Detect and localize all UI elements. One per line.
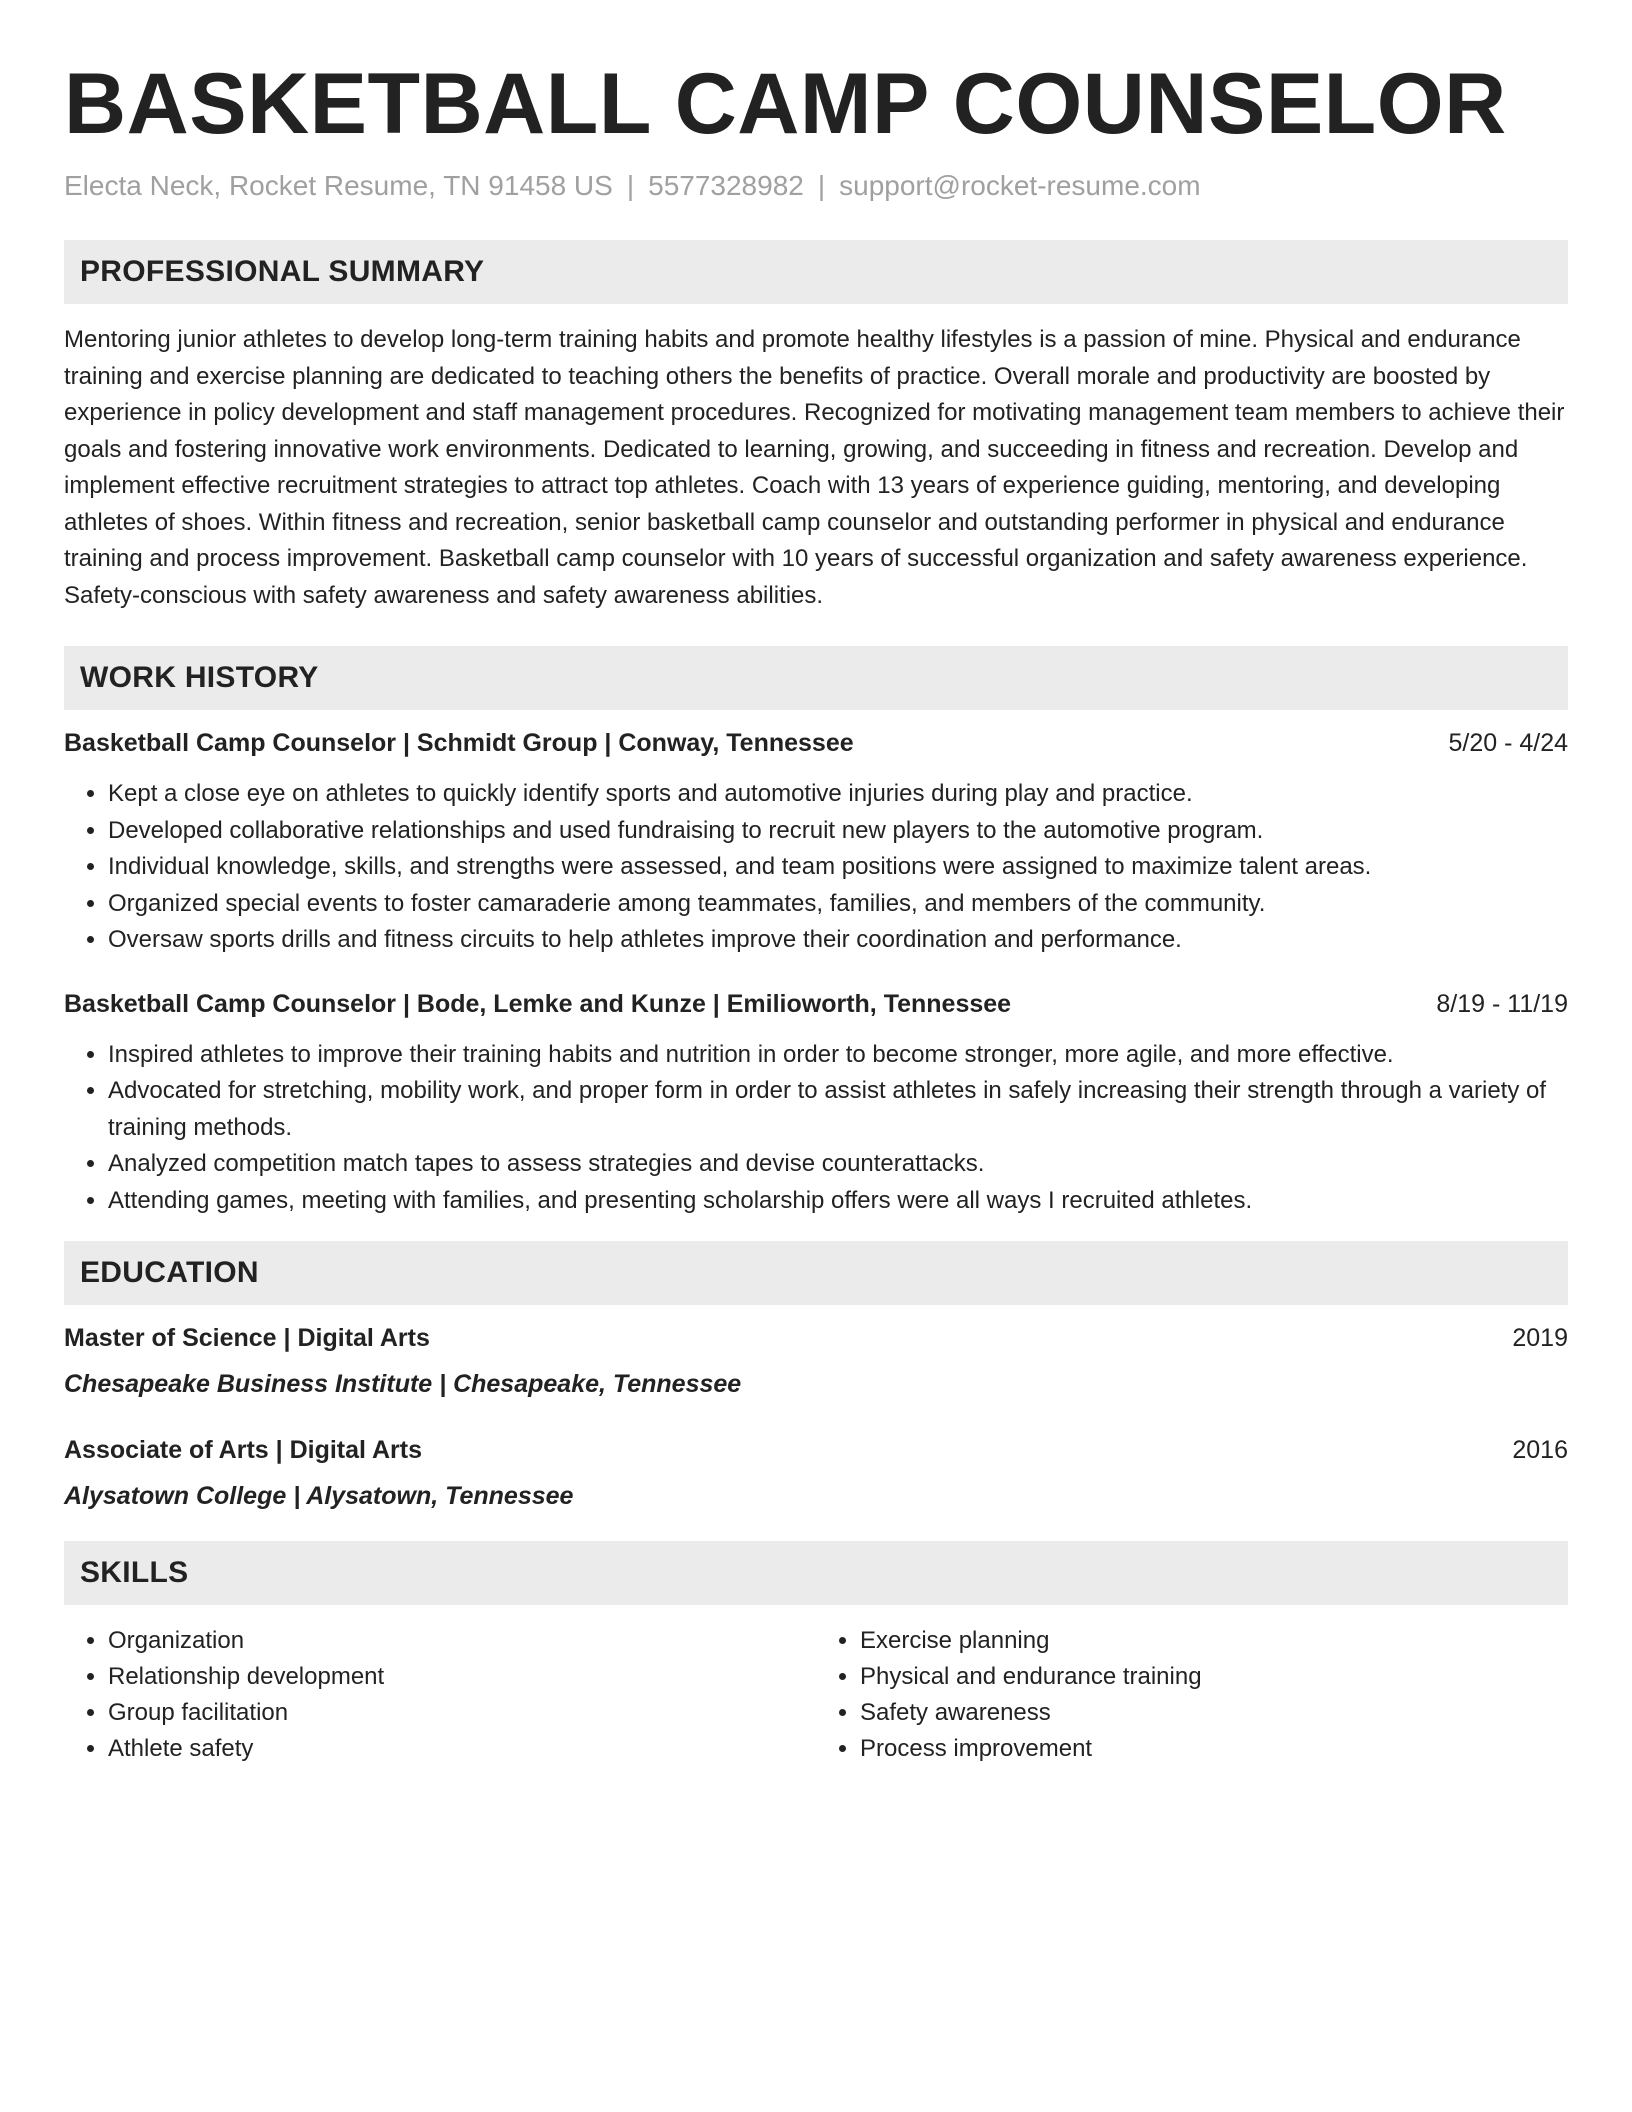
job-bullet: • Advocated for stretching, mobility work, and proper form in order to assist athletes in safely increasing their strength through a variety of training methods. <box>108 1073 1568 1146</box>
section-header-skills: SKILLS <box>64 1541 1568 1605</box>
skill-item: • Physical and endurance training <box>860 1659 1568 1695</box>
job-title: Basketball Camp Counselor | Schmidt Group | Conway, Tennessee <box>64 729 854 757</box>
education-degree: Associate of Arts | Digital Arts <box>64 1436 422 1464</box>
summary-text: Mentoring junior athletes to develop long-term training habits and promote healthy lifestyles is a passion of mine. Physical and endurance training and exercise planning are dedicated to teaching others the benefits of practice. Overall morale and productivity are boosted by experience in policy development and staff management procedures. Recognized for motivating management team members to achieve their goals and fostering innovative work environments. Dedicated to learning, growing, and succeeding in fitness and recreation. Develop and implement effective recruitment strategies to attract top athletes. Coach with 13 years of experience guiding, mentoring, and developing athletes of shoes. Within fitness and recreation, senior basketball camp counselor and outstanding performer in physical and endurance training and process improvement. Basketball camp counselor with 10 years of successful organization and safety awareness experience. Safety-conscious with safety awareness and safety awareness abilities. <box>64 326 1565 609</box>
job-bullet: • Attending games, meeting with families, and presenting scholarship offers were all ways I recruited athletes. <box>108 1183 1568 1220</box>
skill-item: • Exercise planning <box>860 1623 1568 1659</box>
section-header-summary: PROFESSIONAL SUMMARY <box>64 240 1568 304</box>
education-school: Chesapeake Business Institute | Chesapeake, Tennessee <box>64 1370 742 1398</box>
skills-column-left <box>64 1623 816 1767</box>
job-bullets <box>64 776 1568 959</box>
skill-item: • Safety awareness <box>860 1695 1568 1731</box>
job-heading-row <box>64 987 1568 1021</box>
job-bullet: • Analyzed competition match tapes to assess strategies and devise counterattacks. <box>108 1146 1568 1183</box>
skill-item: • Process improvement <box>860 1731 1568 1767</box>
job-bullet: • Individual knowledge, skills, and strengths were assessed, and team positions were assigned to maximize talent areas. <box>108 849 1568 886</box>
job-dates: 8/19 - 11/19 <box>1436 989 1568 1018</box>
section-header-education: EDUCATION <box>64 1241 1568 1305</box>
skill-item: • Group facilitation <box>108 1695 816 1731</box>
contact-email: support@rocket-resume.com <box>839 170 1201 201</box>
education-heading-row <box>64 1321 1568 1355</box>
job-dates: 5/20 - 4/24 <box>1448 729 1568 757</box>
section-header-work-history: WORK HISTORY <box>64 646 1568 710</box>
contact-separator: | <box>626 170 635 201</box>
contact-separator: | <box>817 170 826 201</box>
education-entry <box>64 1433 1568 1513</box>
skill-item: • Organization <box>108 1623 816 1659</box>
job-entry <box>64 987 1568 1220</box>
job-bullet: • Developed collaborative relationships and used fundraising to recruit new players to the automotive program. <box>108 813 1568 850</box>
skill-item: • Athlete safety <box>108 1731 816 1767</box>
contact-address: Electa Neck, Rocket Resume, TN 91458 US <box>64 170 613 201</box>
education-school: Alysatown College | Alysatown, Tennessee <box>64 1482 574 1510</box>
education-year: 2019 <box>1512 1324 1568 1352</box>
job-bullet: • Inspired athletes to improve their training habits and nutrition in order to become stronger, more agile, and more effective. <box>108 1037 1568 1074</box>
resume-title: BASKETBALL CAMP COUNSELOR <box>64 56 1507 152</box>
education-degree: Master of Science | Digital Arts <box>64 1324 430 1352</box>
job-bullet: • Oversaw sports drills and fitness circuits to help athletes improve their coordination and performance. <box>108 922 1568 959</box>
education-heading-row <box>64 1433 1568 1467</box>
education-entry <box>64 1321 1568 1401</box>
skill-item: • Relationship development <box>108 1659 816 1695</box>
skills-list <box>64 1623 1568 1767</box>
job-entry <box>64 726 1568 959</box>
job-bullets <box>64 1037 1568 1220</box>
education-year: 2016 <box>1512 1436 1568 1464</box>
job-bullet: • Organized special events to foster camaraderie among teammates, families, and members of the community. <box>108 886 1568 923</box>
contact-line <box>64 168 1568 204</box>
skills-column-right <box>816 1623 1568 1767</box>
contact-phone: 5577328982 <box>648 170 804 201</box>
job-heading-row <box>64 726 1568 760</box>
job-bullet: • Kept a close eye on athletes to quickly identify sports and automotive injuries during play and practice. <box>108 776 1568 813</box>
job-title: Basketball Camp Counselor | Bode, Lemke and Kunze | Emilioworth, Tennessee <box>64 989 1012 1018</box>
